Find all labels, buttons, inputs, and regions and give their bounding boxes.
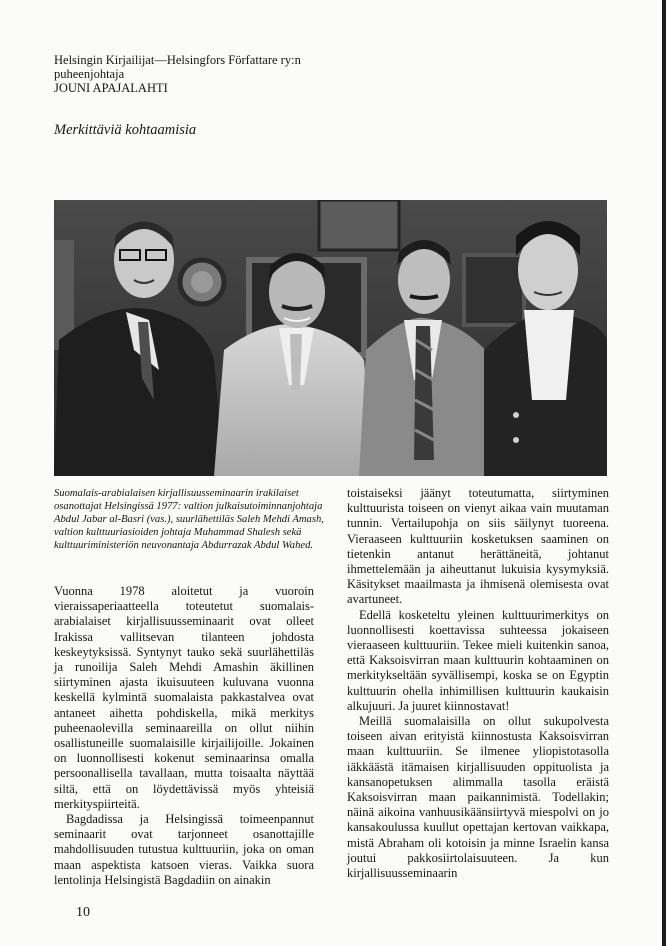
article-header: [54, 53, 301, 95]
group-photo: [54, 200, 607, 476]
paragraph: toistaiseksi jäänyt toteutumatta, siirtyminen kulttuurista toiseen on vienyt aikaa vain muutaman tunnin. Vertailupohja on siis säilynyt tuoreena. Vieraaseen kulttuuriin kosketuksen saaminen on tietenkin antanut herättäneitä, johtanut ihmettelemään ja aiheuttanut lukuisia kysymyksiä. Käsitykset maailmasta ja ihmisenä olemisesta ovat avartuneet.: [347, 486, 609, 607]
role-line: puheenjohtaja: [54, 67, 125, 81]
page-edge: [662, 0, 666, 946]
paragraph: Bagdadissa ja Helsingissä toimeenpannut seminaarit ovat tarjonneet osanottajille mahdollisuuden tutustua kulttuuriin, joka on oman maan aspektista katsoen vieras. Vaikka suora lentolinja Helsingistä Bagdadiin on ainakin: [54, 812, 314, 887]
author-name: JOUNI APAJALAHTI: [54, 81, 168, 95]
group-photo-illustration: [54, 200, 607, 476]
photo-caption: [54, 487, 326, 552]
paragraph: Edellä kosketeltu yleinen kulttuurimerkitys on luonnollisesti koettavissa suhteessa jokaiseen vieraaseen kulttuuriin. Tekee mieli kuitenkin sanoa, että Kaksoisvirran maan kulttuurin kohtaaminen on merkitykseltään syvällisempi, koska se on Egyptin kulttuurin ohella inhimillisen kulttuurin kaukaisin alkujuuri. Ja juuret kiinnostavat!: [347, 607, 609, 713]
caption-text: Suomalais-arabialaisen kirjallisuusseminaarin irakilaiset osanottajat Helsingissä 1977: valtion julkaisutoiminnanjohtaja Abdul Jabar al-Basri (vas.), suurlähettiläs Saleh Mehdi Amash, valtion kulttuuriasioiden johtaja Muhammad Shalesh sekä kulttuuriministeriön neuvonantaja Abdurrazak Abdul Wahed.: [54, 488, 324, 552]
body-column-left: [54, 584, 314, 888]
section-title: Merkittäviä kohtaamisia: [54, 122, 197, 138]
body-column-right: [347, 486, 609, 881]
paragraph: Meillä suomalaisilla on ollut sukupolvesta toiseen aivan erityistä kiinnostusta Kaksoisvirran maan kulttuuriin. Se ilmenee yliopistotasolla iäkkäästä itämaisen kirjallisuuden oppituolista ja kansanopetuksen alimmalla tasolla eräistä Kaksoisvirran maan paikannimistä. Todellakin; näinä aikoina vanhuusikäänsiirtyvä miespolvi on jo kansakoulussa kuullut opettajan kertovan vaikkapa, mistä Abraham oli kotoisin ja minne Israelin kansa joutui pakkosiirtolaisuuteen. Ja kun kirjallisuusseminaarin: [347, 714, 609, 881]
paragraph: Vuonna 1978 aloitetut ja vuoroin vieraissaperiaatteella toteutetut suomalais-arabialaiset kirjallisuusseminaarit ovat olleet Irakissa vallitsevan tilanteen johdosta keskeytyksissä. Syntynyt tauko sekä suurlähettiläs ja runoilija Saleh Mehdi Amashin äkillinen siirtyminen ajasta ikuisuuteen kuluvana vuonna keskellä kylmintä suomalaista pakkastalvea ovat antaneet aihetta pohdiskella, mikä merkitys puheenaolevilla seminaareilla on ollut niihin osallistuneille suomalaisille kirjailijoille. Jokainen on luonnollisesti kokenut seminaarinsa omalla persoonallisella tavallaan, mutta toisaalta näyttää siltä, että on löydettävissä myös yhteisiä merkityspiirteitä.: [54, 584, 314, 811]
page-number: 10: [76, 905, 90, 920]
organization-line: Helsingin Kirjailijat—Helsingfors Författare ry:n: [54, 53, 301, 67]
